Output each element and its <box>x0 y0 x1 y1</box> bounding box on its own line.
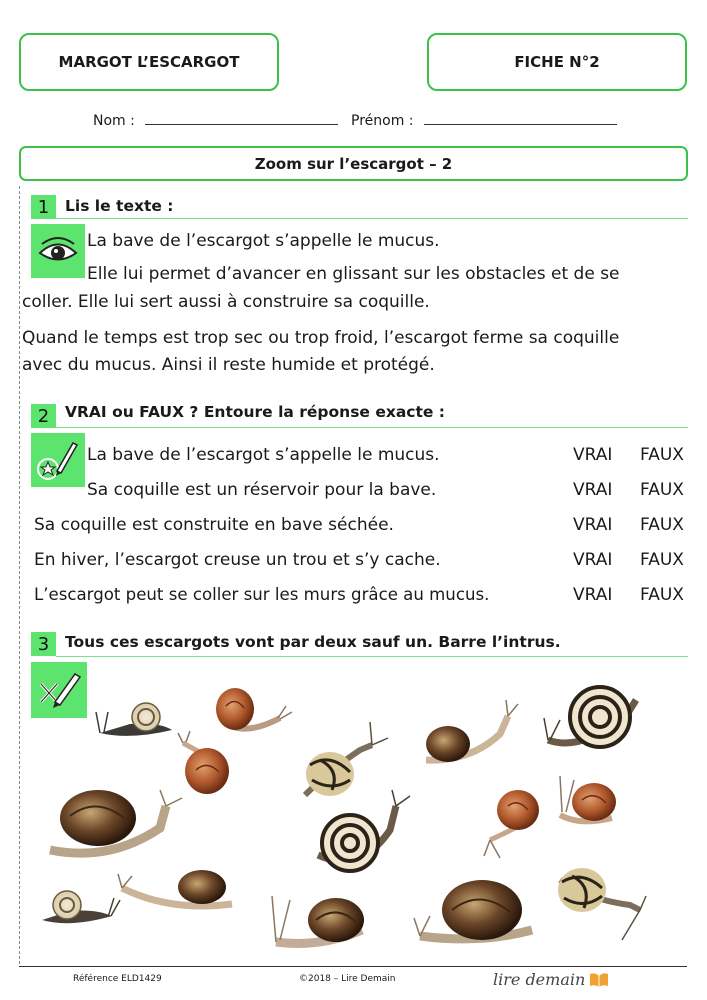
snail[interactable] <box>118 870 232 906</box>
statement-text: En hiver, l’escargot creuse un trou et s’y cache. <box>34 550 441 570</box>
true-option[interactable]: VRAI <box>573 585 613 605</box>
pen-star-icon <box>31 433 85 487</box>
section-2-number: 2 <box>31 404 56 428</box>
snail[interactable] <box>272 896 364 944</box>
statement-text: L’escargot peut se coller sur les murs grâce au mucus. <box>34 585 490 604</box>
snail[interactable] <box>318 790 410 871</box>
snail[interactable] <box>426 700 518 762</box>
false-option[interactable]: FAUX <box>640 445 684 465</box>
false-option[interactable]: FAUX <box>640 515 684 535</box>
nom-label: Nom : <box>93 113 135 129</box>
false-option[interactable]: FAUX <box>640 480 684 500</box>
topic-title: Zoom sur l’escargot – 2 <box>254 154 453 173</box>
snail[interactable] <box>484 790 539 858</box>
reading-line-4: Quand le temps est trop sec ou trop froid, l’escargot ferme sa coquille <box>22 328 620 348</box>
true-option[interactable]: VRAI <box>573 515 613 535</box>
snail[interactable] <box>50 790 182 853</box>
false-option[interactable]: FAUX <box>640 585 684 605</box>
snail[interactable] <box>216 688 292 730</box>
sheet-number: FICHE N°2 <box>514 53 600 71</box>
section-3-number: 3 <box>31 632 56 656</box>
section-1-number: 1 <box>31 195 56 219</box>
section-2-rule <box>56 427 688 428</box>
prenom-blank[interactable] <box>424 124 617 125</box>
snail[interactable] <box>560 776 616 821</box>
name-field[interactable] <box>93 113 338 129</box>
topic-banner <box>19 146 688 181</box>
snail[interactable] <box>414 880 532 940</box>
snail[interactable] <box>544 687 636 747</box>
section-1-title: Lis le texte : <box>65 197 174 215</box>
nom-blank[interactable] <box>145 124 338 125</box>
statement-text: La bave de l’escargot s’appelle le mucus. <box>87 445 440 465</box>
book-icon <box>588 968 610 990</box>
false-option[interactable]: FAUX <box>640 550 684 570</box>
reading-line-2: Elle lui permet d’avancer en glissant sur les obstacles et de se <box>87 264 620 284</box>
section-3-title: Tous ces escargots vont par deux sauf un. Barre l’intrus. <box>65 633 561 651</box>
worksheet-title: MARGOT L’ESCARGOT <box>58 53 240 71</box>
statement-text: Sa coquille est un réservoir pour la bave. <box>87 480 437 500</box>
reading-line-1: La bave de l’escargot s’appelle le mucus. <box>87 231 440 251</box>
snail[interactable] <box>96 703 172 736</box>
prenom-label: Prénom : <box>351 113 414 129</box>
reading-line-3: coller. Elle lui sert aussi à construire sa coquille. <box>22 292 430 312</box>
snail[interactable] <box>558 868 646 940</box>
copyright: ©2018 – Lire Demain <box>299 974 396 984</box>
firstname-field[interactable] <box>351 113 617 129</box>
section-3-rule <box>56 656 688 657</box>
eye-icon <box>31 224 85 278</box>
logo-text: lire demain <box>493 969 586 989</box>
cross-out-pencil-icon <box>31 662 87 718</box>
title-box <box>19 33 279 91</box>
snail[interactable] <box>178 731 229 794</box>
reference-code: Référence ELD1429 <box>73 974 162 984</box>
lire-demain-logo <box>493 968 610 990</box>
section-1-rule <box>56 218 688 219</box>
reading-line-5: avec du mucus. Ainsi il reste humide et protégé. <box>22 355 435 375</box>
snail[interactable] <box>42 891 120 923</box>
footer-divider <box>19 966 687 967</box>
statement-text: Sa coquille est construite en bave séchée. <box>34 515 394 535</box>
true-option[interactable]: VRAI <box>573 550 613 570</box>
section-2-title: VRAI ou FAUX ? Entoure la réponse exacte : <box>65 403 445 421</box>
true-option[interactable]: VRAI <box>573 480 613 500</box>
sheet-number-box <box>427 33 687 91</box>
snail[interactable] <box>305 722 388 796</box>
margin-dashed-line <box>19 186 20 964</box>
true-option[interactable]: VRAI <box>573 445 613 465</box>
